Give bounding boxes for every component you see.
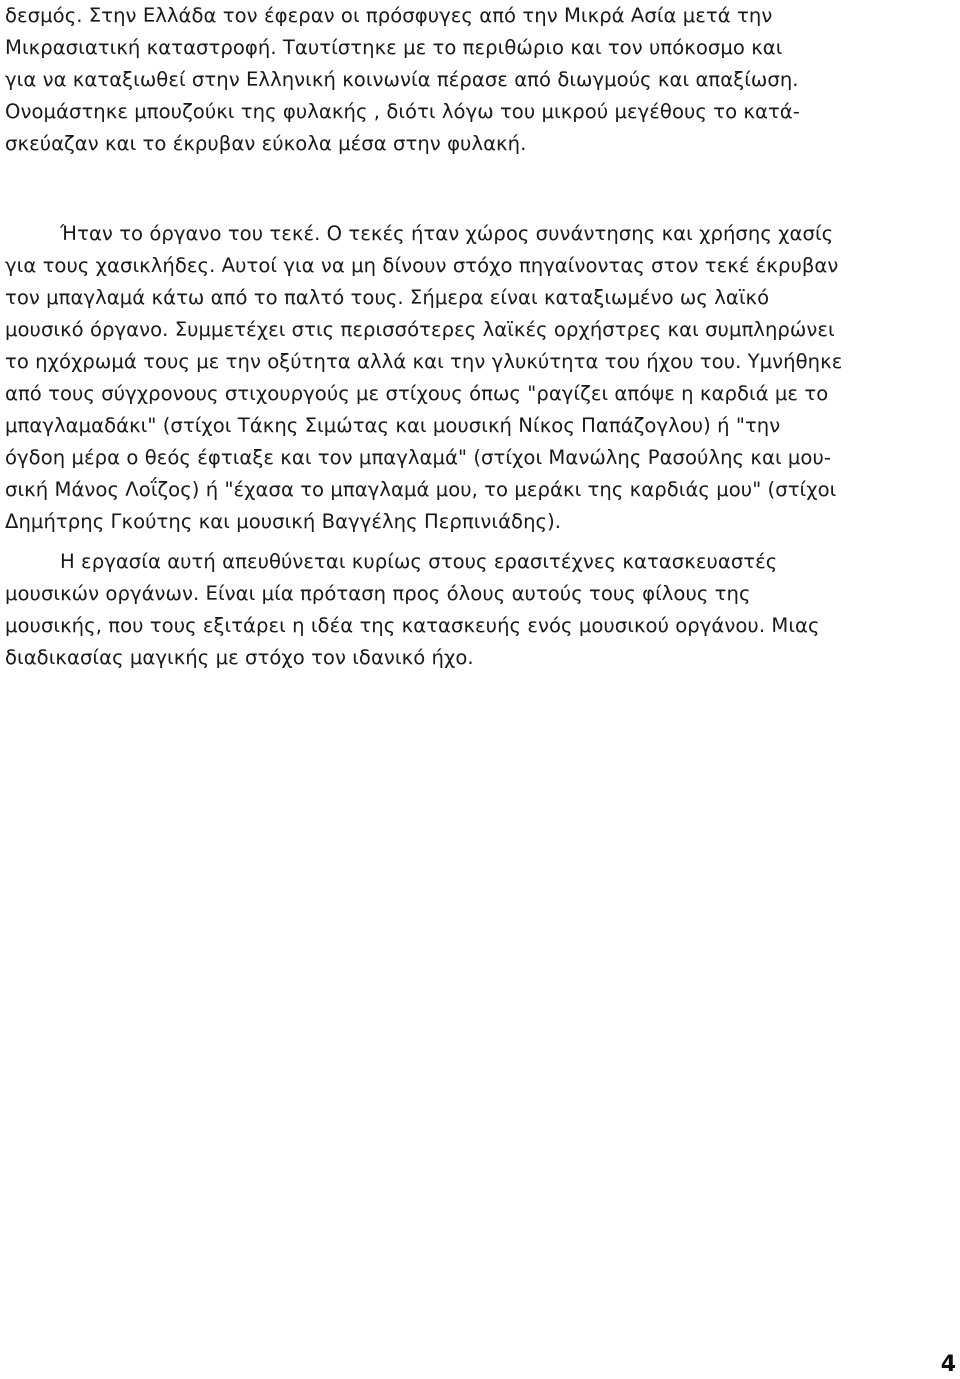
text-line: διαδικασίας μαγικής με στόχο τον ιδανικό ήχο. — [5, 646, 474, 669]
text-line: μουσικών οργάνων. Είναι μία πρόταση προς όλους αυτούς τους φίλους της — [5, 582, 751, 605]
text-line: Μικρασιατική καταστροφή. Ταυτίστηκε με το περιθώριο και τον υπόκοσμο και — [5, 36, 783, 59]
text-line: σική Μάνος Λοΐζος) ή "έχασα το μπαγλαμά μου, το μεράκι της καρδιάς μου" (στίχοι — [5, 478, 837, 501]
text-line: για να καταξιωθεί στην Ελληνική κοινωνία πέρασε από διωγμούς και απαξίωση. — [5, 68, 799, 91]
text-line: Δημήτρης Γκούτης και μουσική Βαγγέλης Περπινιάδης). — [5, 510, 562, 533]
text-line: σκεύαζαν και το έκρυβαν εύκολα μέσα στην φυλακή. — [5, 132, 527, 155]
text-line: Ήταν το όργανο του τεκέ. Ο τεκές ήταν χώρος συνάντησης και χρήσης χασίς — [60, 222, 834, 245]
text-line: από τους σύγχρονους στιχουργούς με στίχους όπως "ραγίζει απόψε η καρδιά με το — [5, 382, 829, 405]
text-line: Ονομάστηκε μπουζούκι της φυλακής , διότι λόγω του μικρού μεγέθους το κατά- — [5, 100, 800, 123]
text-line: το ηχόχρωμά τους με την οξύτητα αλλά και την γλυκύτητα του ήχου του. Υμνήθηκε — [5, 350, 843, 373]
text-line: όγδοη μέρα ο θεός έφτιαξε και τον μπαγλαμά" (στίχοι Μανώλης Ρασούλης και μου- — [5, 446, 831, 469]
paragraph-history — [5, 0, 800, 160]
text-line: δεσμός. Στην Ελλάδα τον έφεραν οι πρόσφυγες από την Μικρά Ασία μετά την — [5, 4, 773, 27]
paragraph-purpose — [5, 546, 820, 674]
text-line: μουσικής, που τους εξιτάρει η ιδέα της κατασκευής ενός μουσικού οργάνου. Μιας — [5, 614, 820, 637]
text-line: μουσικό όργανο. Συμμετέχει στις περισσότερες λαϊκές ορχήστρες και συμπληρώνει — [5, 318, 835, 341]
text-line: μπαγλαμαδάκι" (στίχοι Τάκης Σιμώτας και μουσική Νίκος Παπάζογλου) ή "την — [5, 414, 781, 437]
paragraph-teke — [5, 218, 842, 538]
text-line: για τους χασικλήδες. Αυτοί για να μη δίνουν στόχο πηγαίνοντας στον τεκέ έκρυβαν — [5, 254, 839, 277]
page-number: 4 — [940, 1352, 956, 1377]
text-line: Η εργασία αυτή απευθύνεται κυρίως στους ερασιτέχνες κατασκευαστές — [60, 550, 778, 573]
text-line: τον μπαγλαμά κάτω από το παλτό τους. Σήμερα είναι καταξιωμένο ως λαϊκό — [5, 286, 770, 309]
